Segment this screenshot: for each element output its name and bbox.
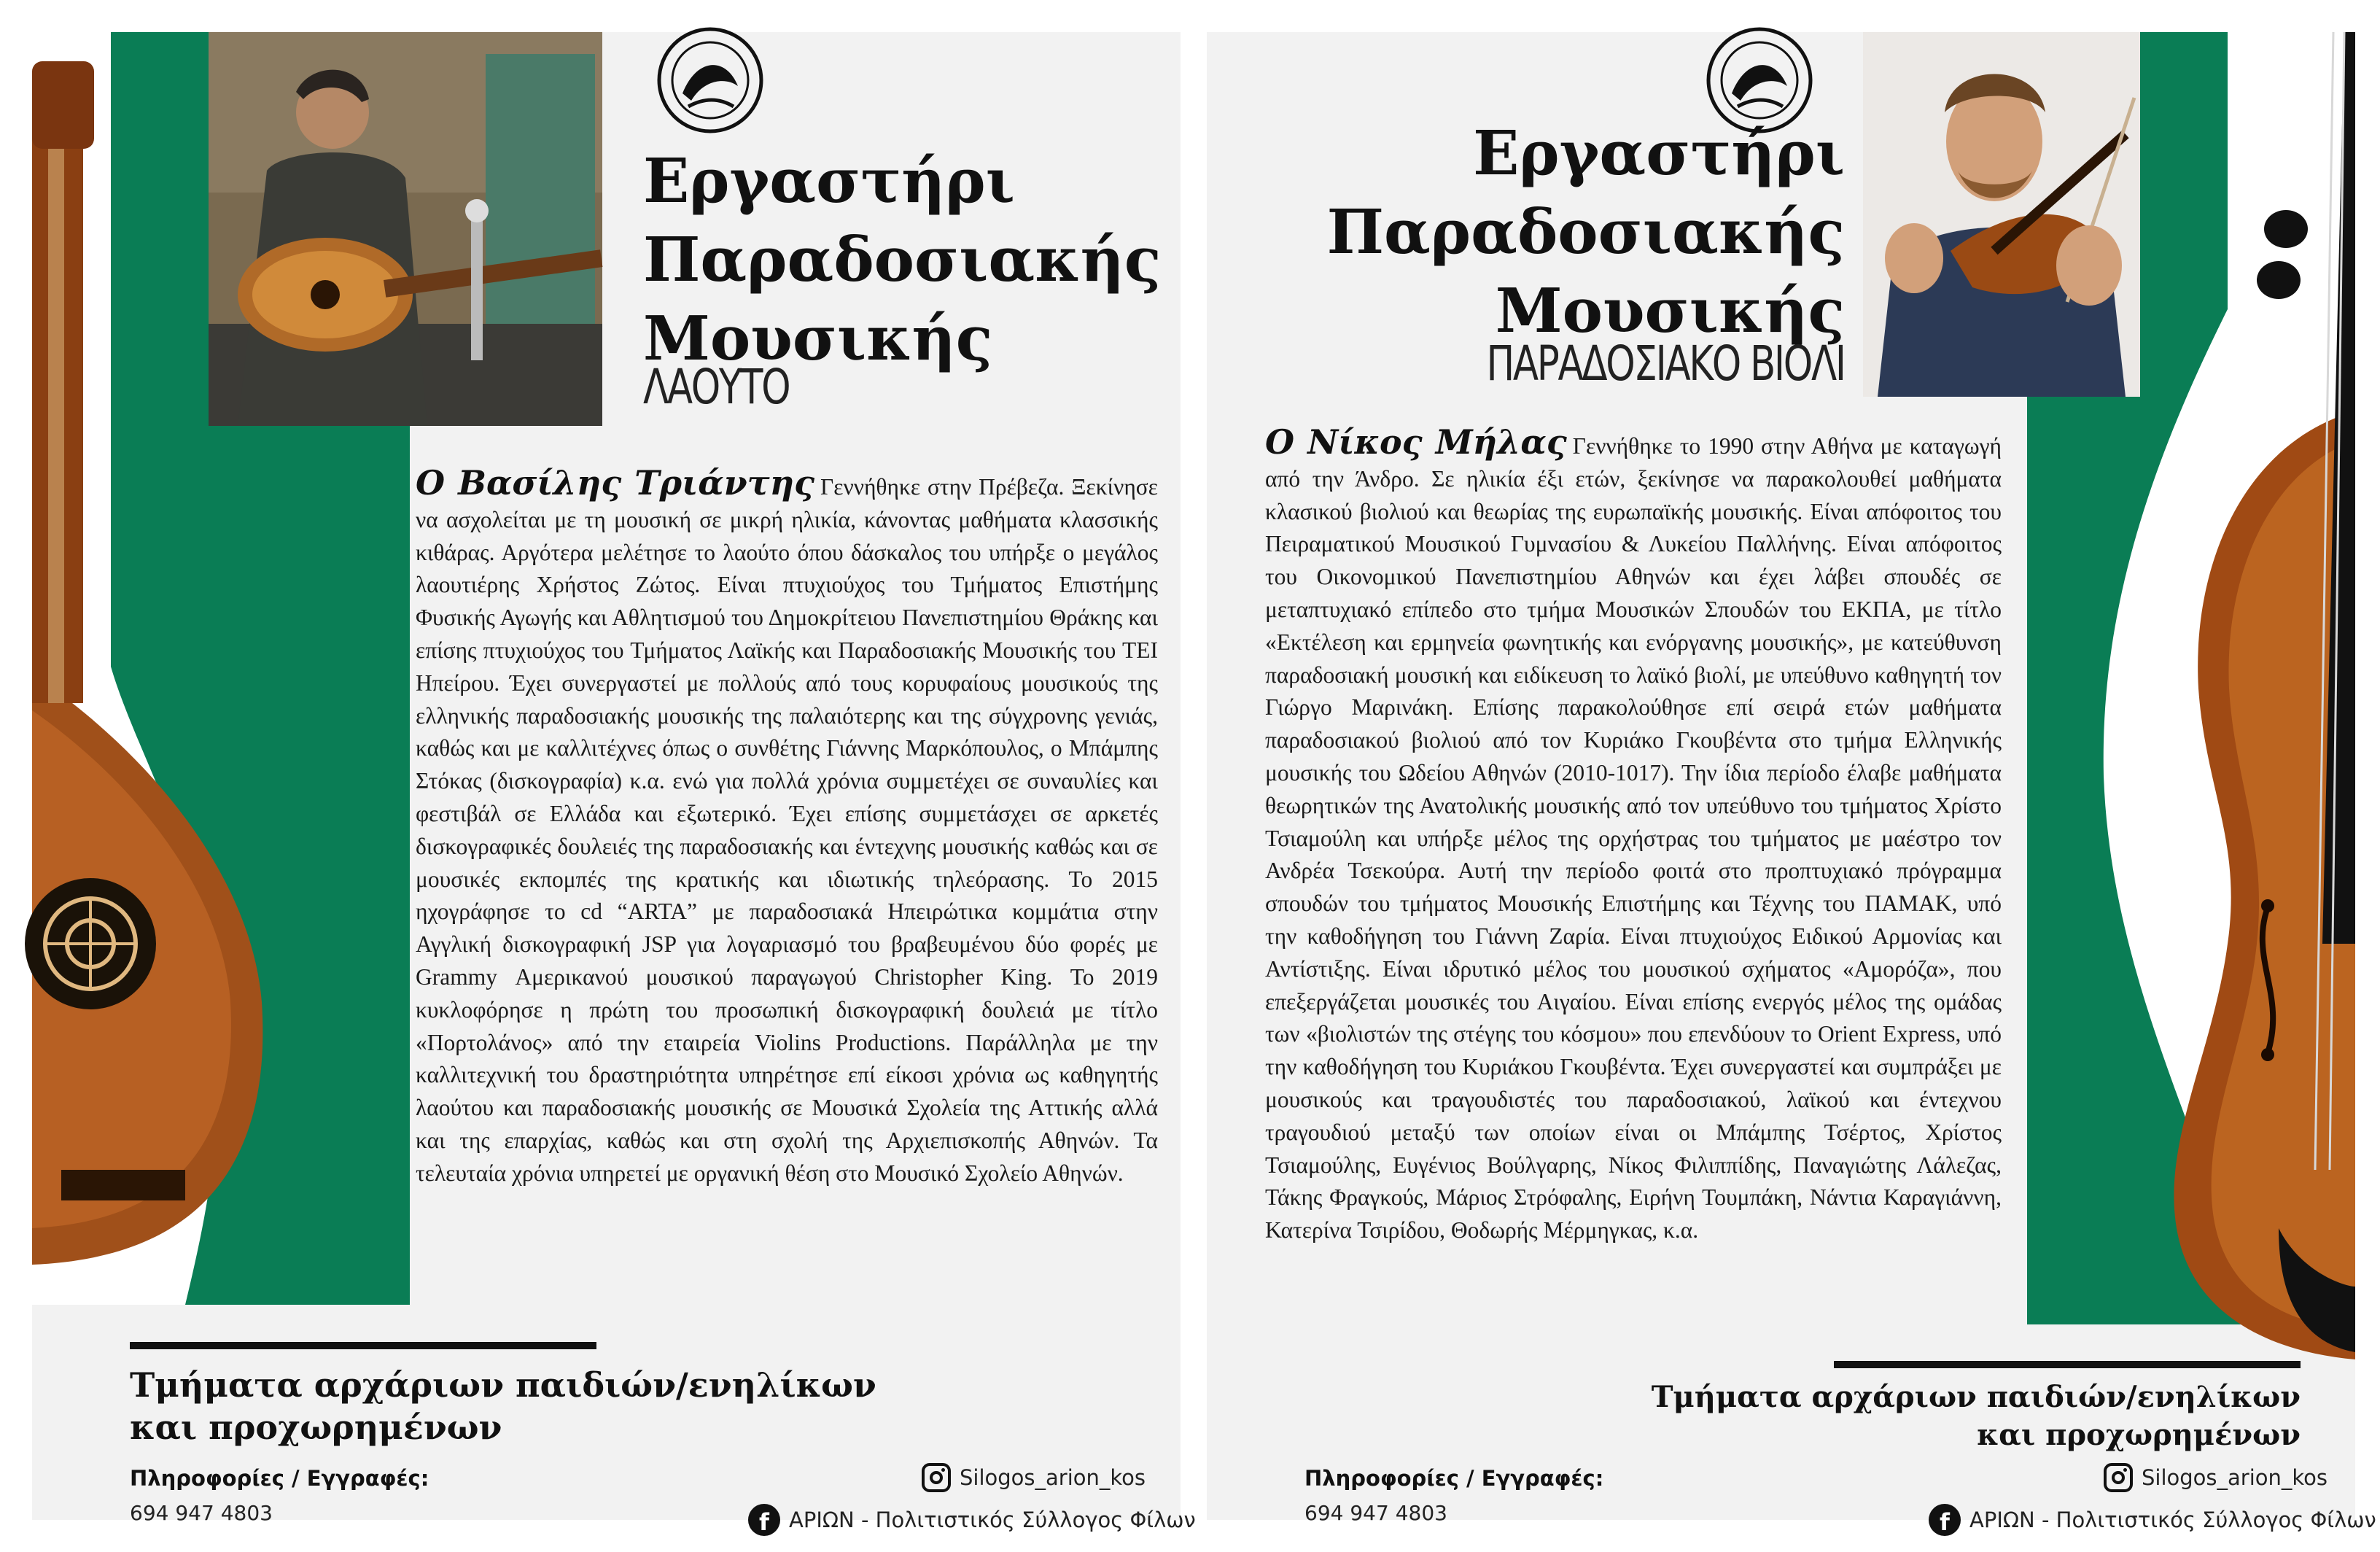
facebook-link[interactable]	[748, 1504, 1196, 1536]
divider-rule	[1834, 1361, 2301, 1368]
bio-text: Γεννήθηκε στην Πρέβεζα. Ξεκίνησε να ασχολείται με τη μουσική σε μικρή ηλικία, κάνοντας μαθήματα κλασσικής κιθάρας. Αργότερα μελέτησε το λαούτο όπου δάσκαλος του υπήρξε ο μεγάλος λαουτιέρης Χρήστος Ζώτος. Είναι πτυχιούχος του Τμήματος Επιστήμης Φυσικής Αγωγής και Αθλητισμού του Δημοκρίτειου Πανεπιστημίου Θράκης και επίσης πτυχιούχος του Τμήματος Λαϊκής και Παραδοσιακής Μουσικής του ΤΕΙ Ηπείρου. Έχει συνεργαστεί με πολλούς από τους κορυφαίους μουσικούς της ελληνικής παραδοσιακής μουσικής της παλαιότερης και της σύγχρονης γενιάς, καθώς και με καλλιτέχνες όπως ο συνθέτης Γιάννης Μαρκόπουλος, ο Μπάμπης Στόκας (δισκογραφία) κ.α. ενώ για πολλά χρόνια συμμετέχει σε συναυλίες και φεστιβάλ σε Ελλάδα και εξωτερικό. Έχει επίσης συμμετάσχει σε αρκετές δισκογραφικές δουλειές της παραδοσιακής και έντεχνης μουσικής καθώς και σε μουσικές εκπομπές της κρατικής και ιδιωτικής τηλεόρασης. Το 2015 ηχογράφησε το cd “ARTA” με παραδοσιακά Ηπειρώτικα κομμάτια στην Αγγλική δισκογραφική JSP για λογαριασμό του βραβευμένου δύο φορές με Grammy Αμερικανού μουσικού παραγωγού Christopher King. Το 2019 κυκλοφόρησε η πρώτη του προσωπική δισκογραφική δουλειά με τίτλο «Πορτολάνος» από την εταιρεία Violins Productions. Παράλληλα με την καλλιτεχνική του δραστηριότητα υπηρέτησε επί είκοσι χρόνια ως καθηγητής λαούτου και παραδοσιακής μουσικής σε Μουσικά Σχολεία της Αττικής αλλά και της επαρχίας, καθώς και στη σχολή της Αρχιεπισκοπής Αθηνών. Τα τελευταία χρόνια υπηρετεί με οργανική θέση στο Μουσικό Σχολείο Αθηνών.	[416, 474, 1159, 1186]
facebook-page: ΑΡΙΩΝ - Πολιτιστικός Σύλλογος Φίλων	[1969, 1508, 2376, 1532]
instagram-handle: Silogos_arion_kos	[2142, 1465, 2328, 1490]
violinist-photo	[1863, 32, 2140, 397]
divider-rule	[130, 1342, 596, 1349]
bio-text: Γεννήθηκε το 1990 στην Αθήνα με καταγωγή από την Άνδρο. Σε ηλικία έξι ετών, ξεκίνησε να παρακολουθεί μαθήματα κλασικού βιολιού και θεωρίας της ευρωπαϊκής μουσικής. Είναι απόφοιτος του Πειραματικού Μουσικού Γυμνασίου & Λυκείου Παλλήνης. Είναι απόφοιτος του Οικονομικού Πανεπιστημίου Αθηνών και έχει λάβει σπουδές σε μεταπτυχιακό επίπεδο στο τμήμα Μουσικών Σπουδών του ΕΚΠΑ, με τίτλο «Εκτέλεση και ερμηνεία φωνητικής και ενόργανης μουσικής», με κατεύθυνση παραδοσιακή μουσική και ειδίκευση το λαϊκό βιολί, με υπεύθυνο καθηγητή τον Γιώργο Μαρινάκη. Επίσης παρακολούθησε επί σειρά ετών μαθήματα παραδοσιακού βιολιού από τον Κυριάκο Γκουβέντα στο τμήμα Ελληνικής μουσικής του Ωδείου Αθηνών (2010-1017). Την ίδια περίοδο έλαβε μαθήματα θεωρητικών της Ανατολικής μουσικής από τον υπεύθυνο του τμήματος Χρίστο Τσιαμούλη και υπήρξε μέλος της ορχήστρας του τμήματος με μαέστρο τον Ανδρέα Τσεκούρα. Αυτή την περίοδο φοιτά στο προπτυχιακό πρόγραμμα σπουδών του τμήματος Μουσικής Επιστήμης και Τέχνης του ΠΑΜΑΚ, υπό την καθοδήγηση του Γιάννη Ζαρία. Είναι πτυχιούχος Ειδικού Αρμονίας και Αντίστιξης. Είναι ιδρυτικό μέλος του μουσικού σχήματος «Αμορόζα», που επεξεργάζεται μουσικές του Αιγαίου. Είναι επίσης ενεργός μέλος της ομάδας των «βιολιστών της στέγης του κόσμου» που επενδύουν το Orient Express, υπό την καθοδήγηση του Κυριάκου Γκουβέντα. Έχει συνεργαστεί και συμπράξει με μουσικούς και τραγουδιστές του παραδοσιακού, λαϊκού και έντεχνου τραγουδιού μεταξύ των οποίων είναι οι Μπάμπης Τσέρτος, Χρίστος Τσιαμούλης, Ευγένιος Βούλγαρης, Νίκος Φιλιππίδης, Παναγιώτης Λάλεζας, Τάκης Φραγκούς, Μάριος Στρόφαλης, Ειρήνη Τουμπάκη, Νάντια Καραγιάννη, Κατερίνα Τσιρίδου, Θοδωρής Μέρμηγκας, κ.α.	[1265, 433, 2002, 1243]
phone-number: 694 947 4803	[1304, 1501, 1447, 1525]
workshop-title: Εργαστήρι Παραδοσιακής Μουσικής	[643, 145, 1162, 374]
arion-logo	[646, 28, 774, 137]
teacher-bio	[416, 463, 1159, 1190]
workshop-title: Εργαστήρι Παραδοσιακής Μουσικής	[1326, 117, 1845, 346]
phone-number: 694 947 4803	[130, 1501, 273, 1525]
facebook-link[interactable]	[1929, 1504, 2376, 1536]
classes-text: Τμήματα αρχάριων παιδιών/ενηλίκων και προχωρημένων	[130, 1365, 876, 1447]
right-poster	[1207, 32, 2376, 1536]
left-poster	[32, 32, 1196, 1536]
instrument-subtitle: ΠΑΡΑΔΟΣΙΑΚΟ ΒΙΟΛΙ	[1486, 335, 1845, 392]
teacher-name: Ο Βασίλης Τριάντης	[416, 463, 815, 503]
facebook-icon: f	[1929, 1504, 1961, 1536]
classes-text: Τμήματα αρχάριων παιδιών/ενηλίκων και προχωρημένων	[1651, 1380, 2301, 1452]
teacher-bio	[1265, 422, 2002, 1247]
instagram-link[interactable]	[922, 1463, 1146, 1492]
instagram-icon	[2104, 1463, 2133, 1492]
facebook-page: ΑΡΙΩΝ - Πολιτιστικός Σύλλογος Φίλων	[789, 1508, 1196, 1532]
instagram-handle: Silogos_arion_kos	[960, 1465, 1146, 1490]
instagram-icon	[922, 1463, 951, 1492]
info-label: Πληροφορίες / Εγγραφές:	[1304, 1466, 1604, 1491]
instrument-subtitle: ΛΑΟΥΤΟ	[643, 359, 790, 415]
laouto-player-photo	[209, 32, 602, 426]
facebook-icon: f	[748, 1504, 780, 1536]
teacher-name: Ο Νίκος Μήλας	[1265, 422, 1567, 462]
instagram-link[interactable]	[2104, 1463, 2328, 1492]
info-label: Πληροφορίες / Εγγραφές:	[130, 1466, 429, 1491]
